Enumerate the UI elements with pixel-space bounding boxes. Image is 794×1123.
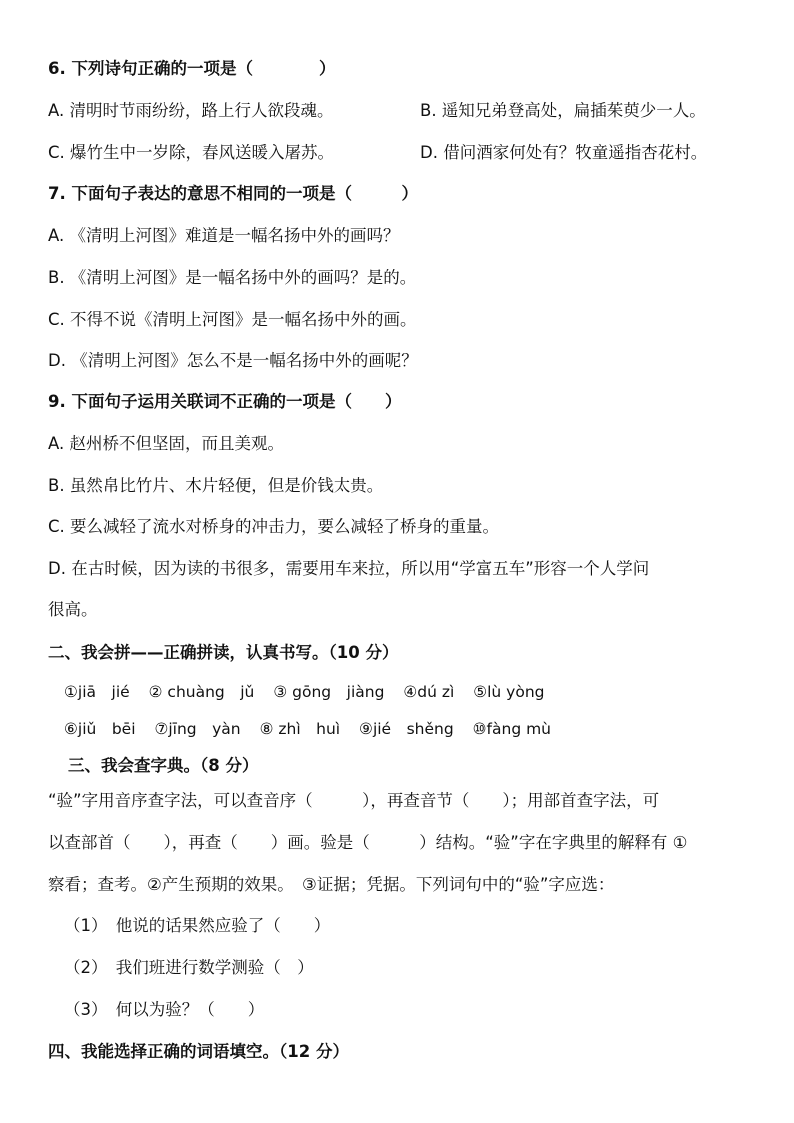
pinyin-item: ④dú zì	[403, 683, 455, 701]
q9-title: 9. 下面句子运用关联词不正确的一项是（ ）	[48, 392, 402, 411]
pinyin-item: ② chuàng jǔ	[148, 683, 255, 701]
q9-option-a: A. 赵州桥不但坚固，而且美观。	[48, 434, 284, 453]
pinyin-row-2	[64, 718, 565, 740]
q9-option-c: C. 要么减轻了流水对桥身的冲击力，要么减轻了桥身的重量。	[48, 517, 500, 536]
pinyin-item: ⑨jié shěng	[359, 720, 454, 738]
q6-title: 6. 下列诗句正确的一项是（ ）	[48, 59, 336, 78]
section3-paragraph-line1: “验”字用音序查字法，可以查音序（ ），再查音节（ ）；用部首查字法，可	[48, 791, 660, 810]
pinyin-item: ⑩fàng mù	[472, 720, 552, 738]
section3-title: 三、我会查字典。（8 分）	[68, 756, 259, 775]
q6-option-d: D. 借问酒家何处有？牧童遥指杏花村。	[420, 143, 708, 162]
pinyin-item: ①jiā jié	[64, 683, 130, 701]
q9-option-b: B. 虽然帛比竹片、木片轻便，但是价钱太贵。	[48, 476, 384, 495]
section3-paragraph-line3: 察看；查考。②产生预期的效果。 ③证据；凭据。下列词句中的“验”字应选：	[48, 875, 615, 894]
pinyin-item: ⑧ zhì huì	[259, 720, 341, 738]
section3-item-2: （2） 我们班进行数学测验（ ）	[64, 958, 314, 977]
q6-option-b: B. 遥知兄弟登高处，扁插茱萸少一人。	[420, 101, 706, 120]
q7-option-d: D. 《清明上河图》怎么不是一幅名扬中外的画呢？	[48, 351, 418, 370]
q9-option-d-line2: 很高。	[48, 600, 98, 619]
q7-option-c: C. 不得不说《清明上河图》是一幅名扬中外的画。	[48, 310, 417, 329]
pinyin-item: ⑤lù yòng	[473, 683, 545, 701]
q6-option-c: C. 爆竹生中一岁除，春风送暖入屠苏。	[48, 143, 335, 162]
section3-item-3: （3） 何以为验？（ ）	[64, 1000, 265, 1019]
pinyin-row-1	[64, 681, 559, 703]
q7-title: 7. 下面句子表达的意思不相同的一项是（ ）	[48, 184, 418, 203]
section3-paragraph-line2: 以查部首（ ），再查（ ）画。验是（ ）结构。“验”字在字典里的解释有 ①	[48, 833, 688, 852]
q7-option-b: B. 《清明上河图》是一幅名扬中外的画吗？是的。	[48, 268, 417, 287]
section4-title: 四、我能选择正确的词语填空。（12 分）	[48, 1042, 349, 1061]
pinyin-item: ⑦jīng yàn	[154, 720, 241, 738]
q6-option-a: A. 清明时节雨纷纷，路上行人欲段魂。	[48, 101, 334, 120]
pinyin-item: ③ gōng jiàng	[273, 683, 385, 701]
section3-item-1: （1） 他说的话果然应验了（ ）	[64, 916, 331, 935]
q7-option-a: A. 《清明上河图》难道是一幅名扬中外的画吗？	[48, 226, 400, 245]
section2-title: 二、我会拼——正确拼读，认真书写。（10 分）	[48, 643, 399, 662]
pinyin-item: ⑥jiǔ bēi	[64, 720, 136, 738]
q9-option-d-line1: D. 在古时候，因为读的书很多，需要用车来拉，所以用“学富五车”形容一个人学问	[48, 559, 650, 578]
